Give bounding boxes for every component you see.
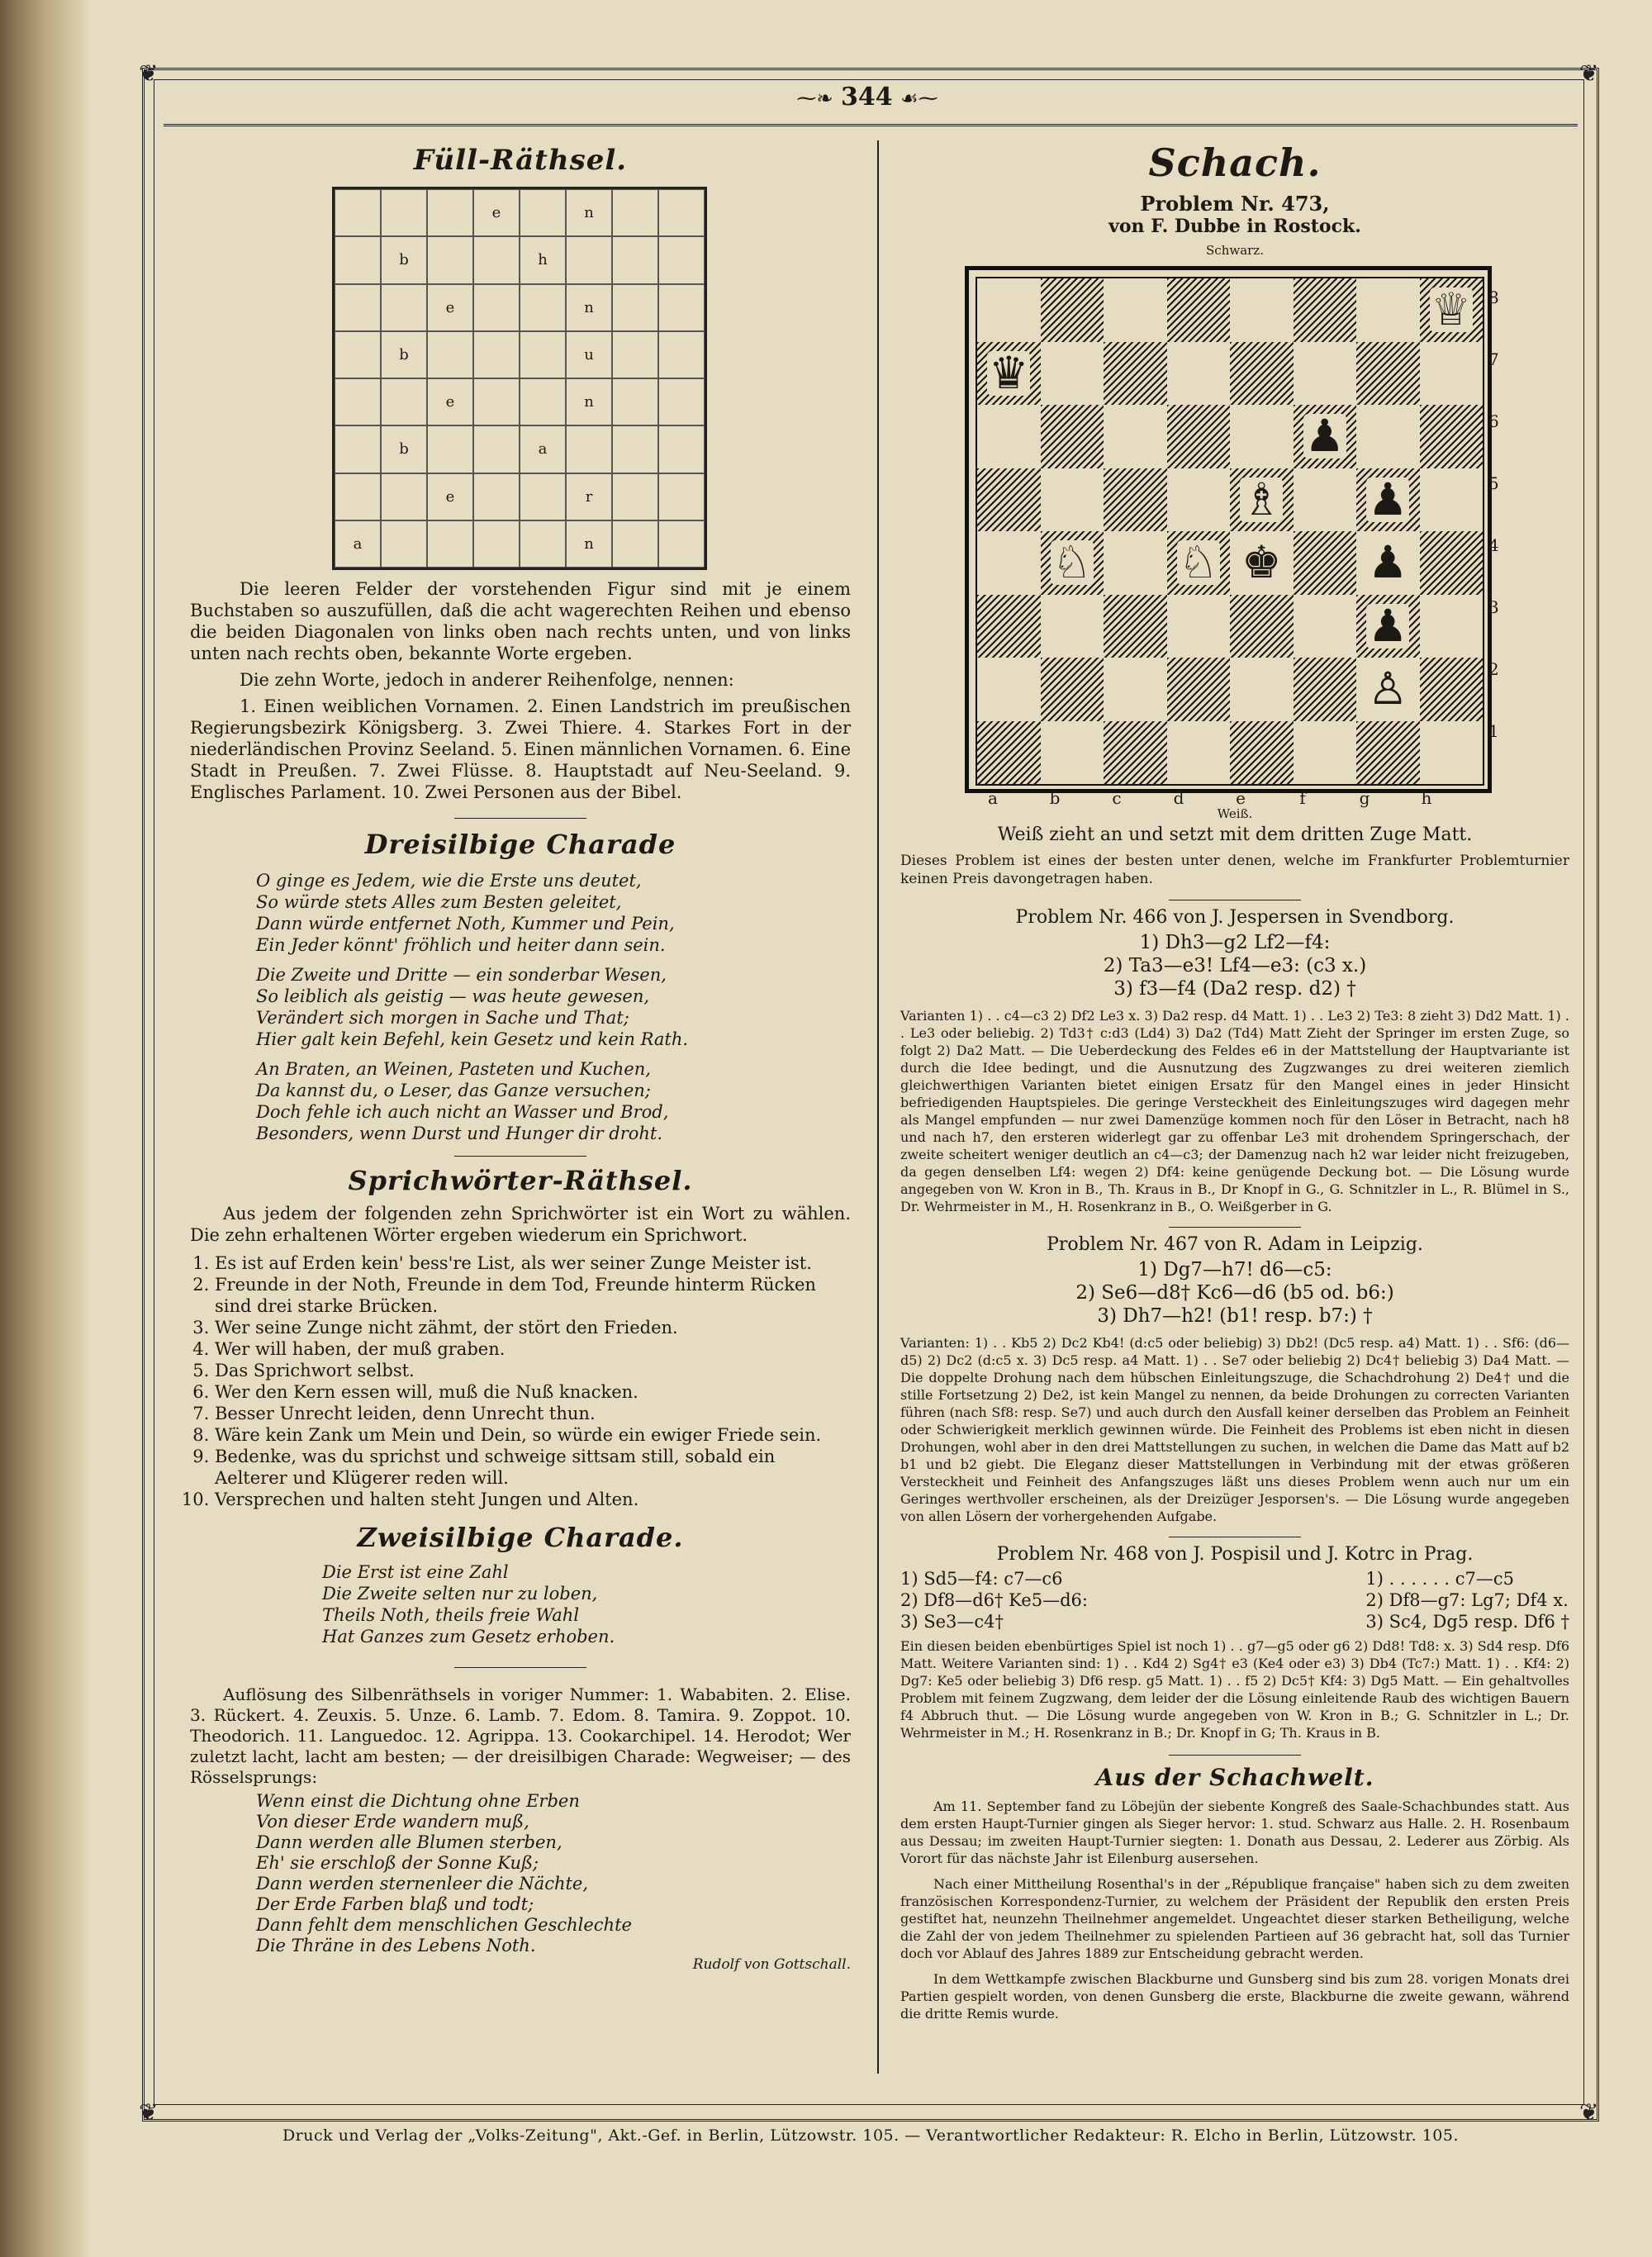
chess-square-h7 — [1420, 342, 1483, 406]
letter-grid — [332, 187, 707, 570]
chess-problem-author: von F. Dubbe in Rostock. — [1108, 216, 1361, 237]
grid-cell — [658, 331, 705, 378]
poem-line: Ein Jeder könnt' fröhlich und heiter dann sein. — [256, 935, 666, 955]
poem-line: Besonders, wenn Durst und Hunger dir droht. — [256, 1124, 663, 1143]
grid-cell — [658, 520, 705, 568]
chess-square-e5 — [1230, 468, 1294, 532]
grid-cell: u — [566, 331, 612, 378]
fill-puzzle-words: 1. Einen weiblichen Vornamen. 2. Einen Landstrich im preußischen Regierungsbezirk Königsberg. 3. Zwei Thiere. 4. Starkes Fort in der niederländischen Provinz Seeland. 5. Einen männlichen Vornamen. 6. Eine Stadt in Preußen. 7. Zwei Flüsse. 8. Hauptstadt auf Neu-Seeland. 9. Englisches Parlament. 10. Zwei Personen aus der Bibel. — [190, 696, 851, 802]
chess-piece-icon: ♘ — [1051, 536, 1092, 589]
poem-line: Doch fehle ich auch nicht an Wasser und Brod, — [256, 1102, 669, 1122]
grid-cell — [473, 473, 520, 520]
grid-cell: e — [427, 378, 473, 425]
chess-square-a3 — [977, 595, 1041, 658]
poem-line: O ginge es Jedem, wie die Erste uns deutet, — [256, 871, 642, 891]
grid-cell — [658, 189, 705, 236]
chess-square-c2 — [1104, 658, 1167, 721]
proverb-item: 4. Wer will haben, der muß graben. — [215, 1338, 851, 1360]
chess-board — [976, 277, 1484, 786]
grid-cell — [381, 378, 427, 425]
grid-cell: e — [427, 284, 473, 331]
chess-piece-icon: ♛ — [989, 346, 1029, 399]
move-line: 2) Df8—d6† Ke5—d6: — [900, 1590, 1088, 1610]
chess-square-d5 — [1167, 468, 1231, 532]
grid-cell — [520, 378, 566, 425]
grid-cell — [427, 520, 473, 568]
move-line: 2) Ta3—e3! Lf4—e3: (c3 x.) — [1103, 955, 1367, 976]
proverb-item: 1. Es ist auf Erden kein' bess're List, als wer seiner Zunge Meister ist. — [215, 1252, 851, 1274]
move-line: 1) Dh3—g2 Lf2—f4: — [1139, 932, 1331, 953]
charade3-stanza — [256, 870, 851, 956]
chess-square-f8 — [1294, 278, 1357, 342]
corner-ornament-icon: ❦ — [139, 59, 159, 87]
grid-cell: b — [381, 425, 427, 473]
rank-label: 6 — [1488, 411, 1499, 431]
poem-line: Wenn einst die Dichtung ohne Erben — [256, 1791, 580, 1811]
chess-square-c1 — [1104, 721, 1167, 785]
p468-title: Problem Nr. 468 von J. Pospisil und J. Kotrc in Prag. — [996, 1544, 1474, 1565]
chess-square-d4 — [1167, 531, 1231, 595]
news-paragraph: Am 11. September fand zu Löbejün der siebente Kongreß des Saale-Schachbundes statt. Aus dem ersten Haupt-Turnier gingen als Sieger hervor: 1. stud. Schwarz aus Halle. 2. H. Rosenbaum aus Dessau; im zweiten Haupt-Turnier siegten: 1. Donath aus Dessau, 2. Lederer aus Zörbig. Als Vorort für das nächste Jahr ist Eilenburg ausersehen. — [900, 1798, 1569, 1866]
grid-cell — [473, 331, 520, 378]
grid-cell — [381, 473, 427, 520]
p468-moves-left — [900, 1568, 1088, 1632]
p466-moves — [900, 931, 1569, 1000]
chess-square-d1 — [1167, 721, 1231, 785]
chess-square-c5 — [1104, 468, 1167, 532]
chess-square-e7 — [1230, 342, 1294, 406]
chess-square-h4 — [1420, 531, 1483, 595]
rank-label: 7 — [1488, 349, 1499, 369]
poem-line: Die Zweite und Dritte — ein sonderbar Wesen, — [256, 965, 667, 985]
news-title: Aus der Schachwelt. — [1095, 1764, 1374, 1791]
grid-cell — [381, 284, 427, 331]
file-label: a — [988, 788, 998, 808]
chess-square-a5 — [977, 468, 1041, 532]
chess-square-a4 — [977, 531, 1041, 595]
poem-line: Die Zweite selten nur zu loben, — [322, 1584, 598, 1604]
separator — [454, 1156, 586, 1157]
grid-cell: h — [520, 236, 566, 283]
chess-task: Weiß zieht an und setzt mit dem dritten Zuge Matt. — [997, 824, 1473, 845]
chess-square-b8 — [1041, 278, 1104, 342]
grid-cell: b — [381, 331, 427, 378]
move-line: 3) Se3—c4† — [900, 1612, 1004, 1632]
separator — [1169, 1227, 1301, 1228]
grid-cell — [427, 425, 473, 473]
fill-puzzle-intro: Die leeren Felder der vorstehenden Figur sind mit je einem Buchstaben so auszufüllen, daß die acht wagerechten Reihen und ebenso die beiden Diagonalen von links oben nach rechts unten, und von links unten nach rechts oben, bekannte Worte ergeben. — [190, 579, 851, 663]
grid-cell — [612, 378, 658, 425]
charade2-title: Zweisilbige Charade. — [357, 1522, 684, 1553]
grid-cell — [612, 236, 658, 283]
grid-cell — [335, 189, 381, 236]
chess-piece-icon: ♙ — [1368, 663, 1408, 715]
charade3-stanza — [256, 964, 851, 1050]
chess-square-h6 — [1420, 405, 1483, 468]
chess-square-g6 — [1356, 405, 1420, 468]
chess-piece-icon: ♟ — [1368, 473, 1408, 525]
rank-label: 1 — [1488, 721, 1499, 741]
move-line: 2) Df8—g7: Lg7; Df4 x. — [1365, 1590, 1569, 1610]
grid-cell: n — [566, 378, 612, 425]
chess-piece-icon: ♟ — [1368, 536, 1408, 589]
grid-cell — [381, 189, 427, 236]
poem-line: Dann fehlt dem menschlichen Geschlechte — [256, 1915, 632, 1935]
poem-line: Die Erst ist eine Zahl — [322, 1562, 509, 1582]
grid-cell: e — [427, 473, 473, 520]
chess-square-d6 — [1167, 405, 1231, 468]
grid-cell — [658, 425, 705, 473]
separator — [454, 1667, 586, 1668]
chess-square-b5 — [1041, 468, 1104, 532]
grid-cell: b — [381, 236, 427, 283]
chess-board-frame — [965, 266, 1492, 793]
chess-square-g8 — [1356, 278, 1420, 342]
column-divider — [877, 140, 879, 2074]
black-label: Schwarz. — [1206, 243, 1264, 258]
p466-text: Varianten 1) . . c4—c3 2) Df2 Le3 x. 3) Da2 resp. d4 Matt. 1) . . Le3 2) Te3: 8 zieht 3) Dd2 Matt. 1) . . Le3 oder beliebig. 2) Td3† c:d3 (Ld4) 3) Da2 (Td4) Matt Zieht der Springer im ersten Zuge, so folgt 2) Da2 Matt. — Die Ueberdeckung des Feldes e6 in der Mattstellung der Hauptvariante ist durch die Idee bedingt, und die Ausnutzung des Zugzwanges zu drei weiteren ziemlich gleichwerthigen Varianten bietet einigen Ersatz für den Mangel eines in jeder Hinsicht befriedigenden Hauptspieles. Die geringe Versteckheit des Einleitungszuges wird dagegen mehr als Mangel empfunden — nur zwei Damenzüge kommen noch für den Löser in Betracht, nach h8 und nach h7, den ersteren widerlegt gar zu offenbar Le3 mit drohendem Springerschach, der zweite scheitert weniger deutlich an c4—c3; der Damenzug nach h2 war leider nicht freizugeben, da gegen denselben Lf4: wegen 2) Df4: keine genügende Deckung bot. — Die Lösung wurde angegeben von W. Kron in B., Th. Kraus in B., Dr Knopf in G., G. Schnitzler in L., R. Blümel in S., Dr. Wehrmeister in M., H. Rosenkranz in B., O. Weißgerber in G. — [900, 1008, 1569, 1214]
chess-square-g1 — [1356, 721, 1420, 785]
grid-cell — [658, 378, 705, 425]
right-column — [900, 140, 1569, 2022]
chess-square-a8 — [977, 278, 1041, 342]
fill-puzzle-words-intro: Die zehn Worte, jedoch in anderer Reihenfolge, nennen: — [240, 670, 734, 690]
poem-line: Theils Noth, theils freie Wahl — [322, 1605, 580, 1625]
proverb-list — [190, 1252, 851, 1510]
chess-square-c6 — [1104, 405, 1167, 468]
grid-cell — [612, 284, 658, 331]
chess-piece-icon: ♕ — [1431, 283, 1471, 336]
poem-line: An Braten, an Weinen, Pasteten und Kuchen, — [256, 1059, 651, 1079]
p467-text: Varianten: 1) . . Kb5 2) Dc2 Kb4! (d:c5 oder beliebig) 3) Db2! (Dc5 resp. a4) Matt. 1) . . Sf6: (d6—d5) 2) Dc2 (d:c5 x. 3) Dc5 resp. a4 Matt. 1) . . Se7 oder beliebig 2) Dc4† beliebig 3) Da4 Matt. — Die doppelte Drohung nach dem hübschen Einleitungszuge, die Schachdrohung 2) De4† und die stille Fortsetzung 2) De2, ist kein Mangel zu nennen, da beide Drohungen zu correcten Varianten führen (nach Sf8: resp. Se7) und auch durch den Ausfall keiner derselben das Problem an Feinheit oder Schwierigkeit merklich gewinnen würde. Die Feinheit des Problems ist eben nicht in diesen Drohungen, wohl aber in den drei Mattstellungen zu suchen, in welchen die Dame das Matt auf b2 b1 und b2 giebt. Die Eleganz dieser Mattstellungen in Verbindung mit der etwas größeren Versteckheit und Feinheit des Anfangszuges läßt uns dieses Problem wenn auch nur um ein Geringes werthvoller erscheinen, als der Dreizüger Jesporsen's. — Die Lösung wurde angegeben von allen Lösern der vorhergehenden Aufgabe. — [900, 1335, 1569, 1524]
proverb-item: 2. Freunde in der Noth, Freunde in dem Tod, Freunde hinterm Rücken sind drei starke Brücken. — [215, 1274, 851, 1317]
rank-label: 5 — [1488, 473, 1499, 493]
grid-cell — [566, 236, 612, 283]
proverbs-intro: Aus jedem der folgenden zehn Sprichwörter ist ein Wort zu wählen. Die zehn erhaltenen Wörter ergeben wiederum ein Sprichwort. — [190, 1204, 851, 1245]
chess-square-g2 — [1356, 658, 1420, 721]
rank-label: 4 — [1488, 535, 1499, 555]
chess-square-e3 — [1230, 595, 1294, 658]
chess-square-c8 — [1104, 278, 1167, 342]
proverbs-title: Sprichwörter-Räthsel. — [348, 1165, 693, 1196]
chess-square-a6 — [977, 405, 1041, 468]
grid-cell — [473, 378, 520, 425]
grid-cell: a — [335, 520, 381, 568]
chess-square-e1 — [1230, 721, 1294, 785]
chess-square-b6 — [1041, 405, 1104, 468]
move-line: 1) Sd5—f4: c7—c6 — [900, 1569, 1063, 1589]
poem-line: Hier galt kein Befehl, kein Gesetz und kein Rath. — [256, 1029, 689, 1049]
move-line: 1) Dg7—h7! d6—c5: — [1137, 1259, 1332, 1281]
chess-square-b4 — [1041, 531, 1104, 595]
chess-square-d3 — [1167, 595, 1231, 658]
chess-square-d2 — [1167, 658, 1231, 721]
chess-square-d7 — [1167, 342, 1231, 406]
move-line: 2) Se6—d8† Kc6—d6 (b5 od. b6:) — [1075, 1282, 1394, 1304]
white-label: Weiß. — [1217, 806, 1253, 821]
chess-piece-icon: ♘ — [1178, 536, 1218, 589]
chess-piece-icon: ♟ — [1368, 599, 1408, 652]
grid-cell: a — [520, 425, 566, 473]
chess-square-e2 — [1230, 658, 1294, 721]
file-label: g — [1359, 788, 1370, 808]
header-rule — [164, 124, 1578, 126]
grid-cell — [381, 520, 427, 568]
chess-square-h1 — [1420, 721, 1483, 785]
poem-line: Da kannst du, o Leser, das Ganze versuchen; — [256, 1081, 651, 1100]
grid-cell: e — [473, 189, 520, 236]
grid-cell — [520, 473, 566, 520]
chess-piece-icon: ♚ — [1241, 536, 1282, 589]
grid-cell — [335, 425, 381, 473]
corner-ornament-icon: ❦ — [139, 2098, 159, 2126]
poem-line: Der Erde Farben blaß und todt; — [256, 1894, 534, 1914]
grid-cell — [658, 284, 705, 331]
chess-piece-icon: ♟ — [1304, 410, 1345, 463]
chess-square-g4 — [1356, 531, 1420, 595]
solution-author: Rudolf von Gottschall. — [692, 1956, 851, 1973]
file-label: f — [1299, 788, 1306, 808]
grid-cell — [658, 473, 705, 520]
chess-square-g7 — [1356, 342, 1420, 406]
rank-label: 2 — [1488, 659, 1499, 679]
poem-line: Hat Ganzes zum Gesetz erhoben. — [322, 1627, 615, 1646]
corner-ornament-icon: ❦ — [1579, 2098, 1599, 2126]
separator — [1169, 1755, 1301, 1756]
p468-moves — [900, 1568, 1569, 1632]
grid-cell: n — [566, 189, 612, 236]
p466-title: Problem Nr. 466 von J. Jespersen in Svendborg. — [1015, 907, 1455, 928]
p468-text: Ein diesen beiden ebenbürtiges Spiel ist noch 1) . . g7—g5 oder g6 2) Dd8! Td8: x. 3) Sd4 resp. Df6 Matt. Weitere Varianten sind: 1) . . Kd4 2) Sg4† e3 (Ke4 oder e3) 3) Db4 (Tc7:) Matt. 1) . . Kf4: 2) Dg7: Ke5 oder beliebig 3) Df6 resp. g5 Matt. 1) . . f5 2) Dc5† Kf4: 3) Dg5 Matt. — Ein gehaltvolles Problem mit feinem Zugzwang, dem leider der die Lösung einleitende Raub des wichtigen Bauern f4 Abbruch thut. — Die Lösung wurde angegeben von W. Kron in B.; G. Schnitzler in L.; Dr. Wehrmeister in M.; H. Rosenkranz in B.; Dr. Knopf in G; Th. Kraus in B. — [900, 1638, 1569, 1741]
news-paragraph: In dem Wettkampfe zwischen Blackburne und Gunsberg sind bis zum 28. vorigen Monats drei Partien gespielt worden, von denen Gunsberg die erste, Blackburne die zweite gewann, während die dritte Remis wurde. — [900, 1971, 1569, 2022]
chess-problem-number: Problem Nr. 473, — [1140, 192, 1330, 216]
grid-cell — [612, 425, 658, 473]
proverb-item: 10. Versprechen und halten steht Jungen und Alten. — [215, 1489, 851, 1510]
grid-cell — [427, 189, 473, 236]
grid-cell — [335, 331, 381, 378]
grid-cell — [335, 378, 381, 425]
grid-cell — [612, 520, 658, 568]
grid-cell — [520, 520, 566, 568]
poem-line: Die Thräne in des Lebens Noth. — [256, 1936, 536, 1955]
grid-cell — [335, 236, 381, 283]
grid-cell — [520, 189, 566, 236]
left-column — [190, 140, 851, 1973]
poem-line: Dann würde entfernet Noth, Kummer und Pein, — [256, 914, 675, 934]
file-label: d — [1173, 788, 1184, 808]
solutions-text: Auflösung des Silbenräthsels in voriger Nummer: 1. Wababiten. 2. Elise. 3. Rückert. 4. Zeuxis. 5. Unze. 6. Lamb. 7. Edom. 8. Tamira. 9. Zoppot. 10. Theodorich. 11. Languedoc. 12. Agrippa. 13. Cookarchipel. 14. Herodot; Wer zuletzt lacht, lacht am besten; — der dreisilbigen Charade: Wegweiser; — des Rösselsprungs: — [190, 1684, 851, 1787]
chess-square-f4 — [1294, 531, 1357, 595]
page-binding — [0, 0, 91, 2257]
corner-ornament-icon: ❦ — [1579, 59, 1599, 87]
chess-square-e4 — [1230, 531, 1294, 595]
chess-square-f3 — [1294, 595, 1357, 658]
page-number: 344 — [840, 83, 893, 112]
header-ornament-right: ☙⁓ — [900, 87, 938, 110]
rank-label: 3 — [1488, 597, 1499, 617]
grid-cell — [520, 284, 566, 331]
chess-title: Schach. — [1148, 140, 1322, 185]
charade3-stanzas — [190, 870, 851, 1144]
chess-square-g3 — [1356, 595, 1420, 658]
chess-square-h5 — [1420, 468, 1483, 532]
poem-line: Eh' sie erschloß der Sonne Kuß; — [256, 1853, 539, 1873]
grid-cell — [335, 473, 381, 520]
file-label: h — [1421, 788, 1432, 808]
chess-square-b2 — [1041, 658, 1104, 721]
chess-square-a7 — [977, 342, 1041, 406]
chess-square-d8 — [1167, 278, 1231, 342]
proverb-item: 8. Wäre kein Zank um Mein und Dein, so würde ein ewiger Friede sein. — [215, 1424, 851, 1446]
charade3-title: Dreisilbige Charade — [364, 829, 676, 860]
proverb-item: 5. Das Sprichwort selbst. — [215, 1360, 851, 1381]
move-line: 3) Dh7—h2! (b1! resp. b7:) † — [1097, 1305, 1373, 1327]
separator — [454, 818, 586, 819]
file-label: c — [1112, 788, 1122, 808]
page-header — [743, 83, 991, 112]
chess-square-g5 — [1356, 468, 1420, 532]
charade2-lines — [190, 1561, 851, 1647]
grid-cell — [473, 425, 520, 473]
grid-cell — [612, 189, 658, 236]
chess-square-a1 — [977, 721, 1041, 785]
chess-square-f5 — [1294, 468, 1357, 532]
file-label: b — [1049, 788, 1061, 808]
news-paragraph: Nach einer Mittheilung Rosenthal's in der „République française" haben sich zu dem zweiten französischen Korrespondenz-Turnier, zu welchem der Präsident der Republik den ersten Preis gestiftet hat, neunzehn Theilnehmer angemeldet. Ungeachtet dieser starken Betheiligung, welche die Zahl der von jedem Theilnehmer zu spielenden Partieen auf 36 gebracht hat, soll das Turnier doch vor Ablauf des Jahres 1889 zur Entscheidung gebracht werden. — [900, 1876, 1569, 1961]
chess-square-a2 — [977, 658, 1041, 721]
grid-cell: n — [566, 520, 612, 568]
grid-cell — [427, 331, 473, 378]
grid-cell — [658, 236, 705, 283]
p467-title: Problem Nr. 467 von R. Adam in Leipzig. — [1047, 1234, 1423, 1255]
chess-square-h8 — [1420, 278, 1483, 342]
chess-square-e8 — [1230, 278, 1294, 342]
grid-cell — [427, 236, 473, 283]
page-footer: Druck und Verlag der „Volks-Zeitung", Akt.-Gef. in Berlin, Lützowstr. 105. — Verantwortlicher Redakteur: R. Elcho in Berlin, Lützowstr. 105. — [282, 2126, 1460, 2145]
chess-square-c7 — [1104, 342, 1167, 406]
grid-cell: r — [566, 473, 612, 520]
header-ornament-left: ⁓❧ — [796, 87, 833, 110]
proverb-item: 3. Wer seine Zunge nicht zähmt, der stört den Frieden. — [215, 1317, 851, 1338]
proverb-item: 7. Besser Unrecht leiden, denn Unrecht thun. — [215, 1403, 851, 1424]
proverb-item: 6. Wer den Kern essen will, muß die Nuß knacken. — [215, 1381, 851, 1403]
grid-cell — [473, 520, 520, 568]
grid-cell — [473, 236, 520, 283]
poem-line: Dann werden alle Blumen sterben, — [256, 1832, 563, 1852]
chess-square-f1 — [1294, 721, 1357, 785]
poem-line: Verändert sich morgen in Sache und That; — [256, 1008, 629, 1028]
solution-poem — [190, 1791, 851, 1956]
p467-moves — [900, 1258, 1569, 1328]
fill-puzzle-title: Füll-Räthsel. — [413, 144, 628, 177]
chess-square-h2 — [1420, 658, 1483, 721]
chess-square-c3 — [1104, 595, 1167, 658]
news-paragraphs — [900, 1798, 1569, 2022]
chess-square-b3 — [1041, 595, 1104, 658]
grid-cell — [335, 284, 381, 331]
poem-line: So leiblich als geistig — was heute gewesen, — [256, 986, 650, 1006]
poem-line: So würde stets Alles zum Besten geleitet, — [256, 892, 622, 912]
grid-cell: n — [566, 284, 612, 331]
grid-cell — [473, 284, 520, 331]
proverb-item: 9. Bedenke, was du sprichst und schweige sittsam still, sobald ein Aelterer und Klügerer reden will. — [215, 1446, 851, 1489]
chess-square-f7 — [1294, 342, 1357, 406]
poem-line: Dann werden sternenleer die Nächte, — [256, 1874, 589, 1894]
move-line: 3) Sc4, Dg5 resp. Df6 † — [1365, 1612, 1569, 1632]
chess-square-c4 — [1104, 531, 1167, 595]
chess-square-b7 — [1041, 342, 1104, 406]
grid-cell — [612, 331, 658, 378]
chess-note: Dieses Problem ist eines der besten unter denen, welche im Frankfurter Problemturnier keinen Preis davongetragen haben. — [900, 853, 1569, 887]
poem-line: Von dieser Erde wandern muß, — [256, 1812, 529, 1832]
chess-square-h3 — [1420, 595, 1483, 658]
chess-square-e6 — [1230, 405, 1294, 468]
p468-moves-right — [1365, 1568, 1569, 1632]
chess-square-f6 — [1294, 405, 1357, 468]
file-label: e — [1236, 788, 1246, 808]
move-line: 1) . . . . . . c7—c5 — [1365, 1569, 1514, 1589]
grid-cell — [520, 331, 566, 378]
rank-label: 8 — [1488, 287, 1499, 307]
grid-cell — [612, 473, 658, 520]
chess-square-b1 — [1041, 721, 1104, 785]
chess-square-f2 — [1294, 658, 1357, 721]
charade3-stanza — [256, 1058, 851, 1144]
grid-cell — [566, 425, 612, 473]
move-line: 3) f3—f4 (Da2 resp. d2) † — [1113, 978, 1356, 1000]
chess-piece-icon: ♗ — [1241, 473, 1282, 525]
